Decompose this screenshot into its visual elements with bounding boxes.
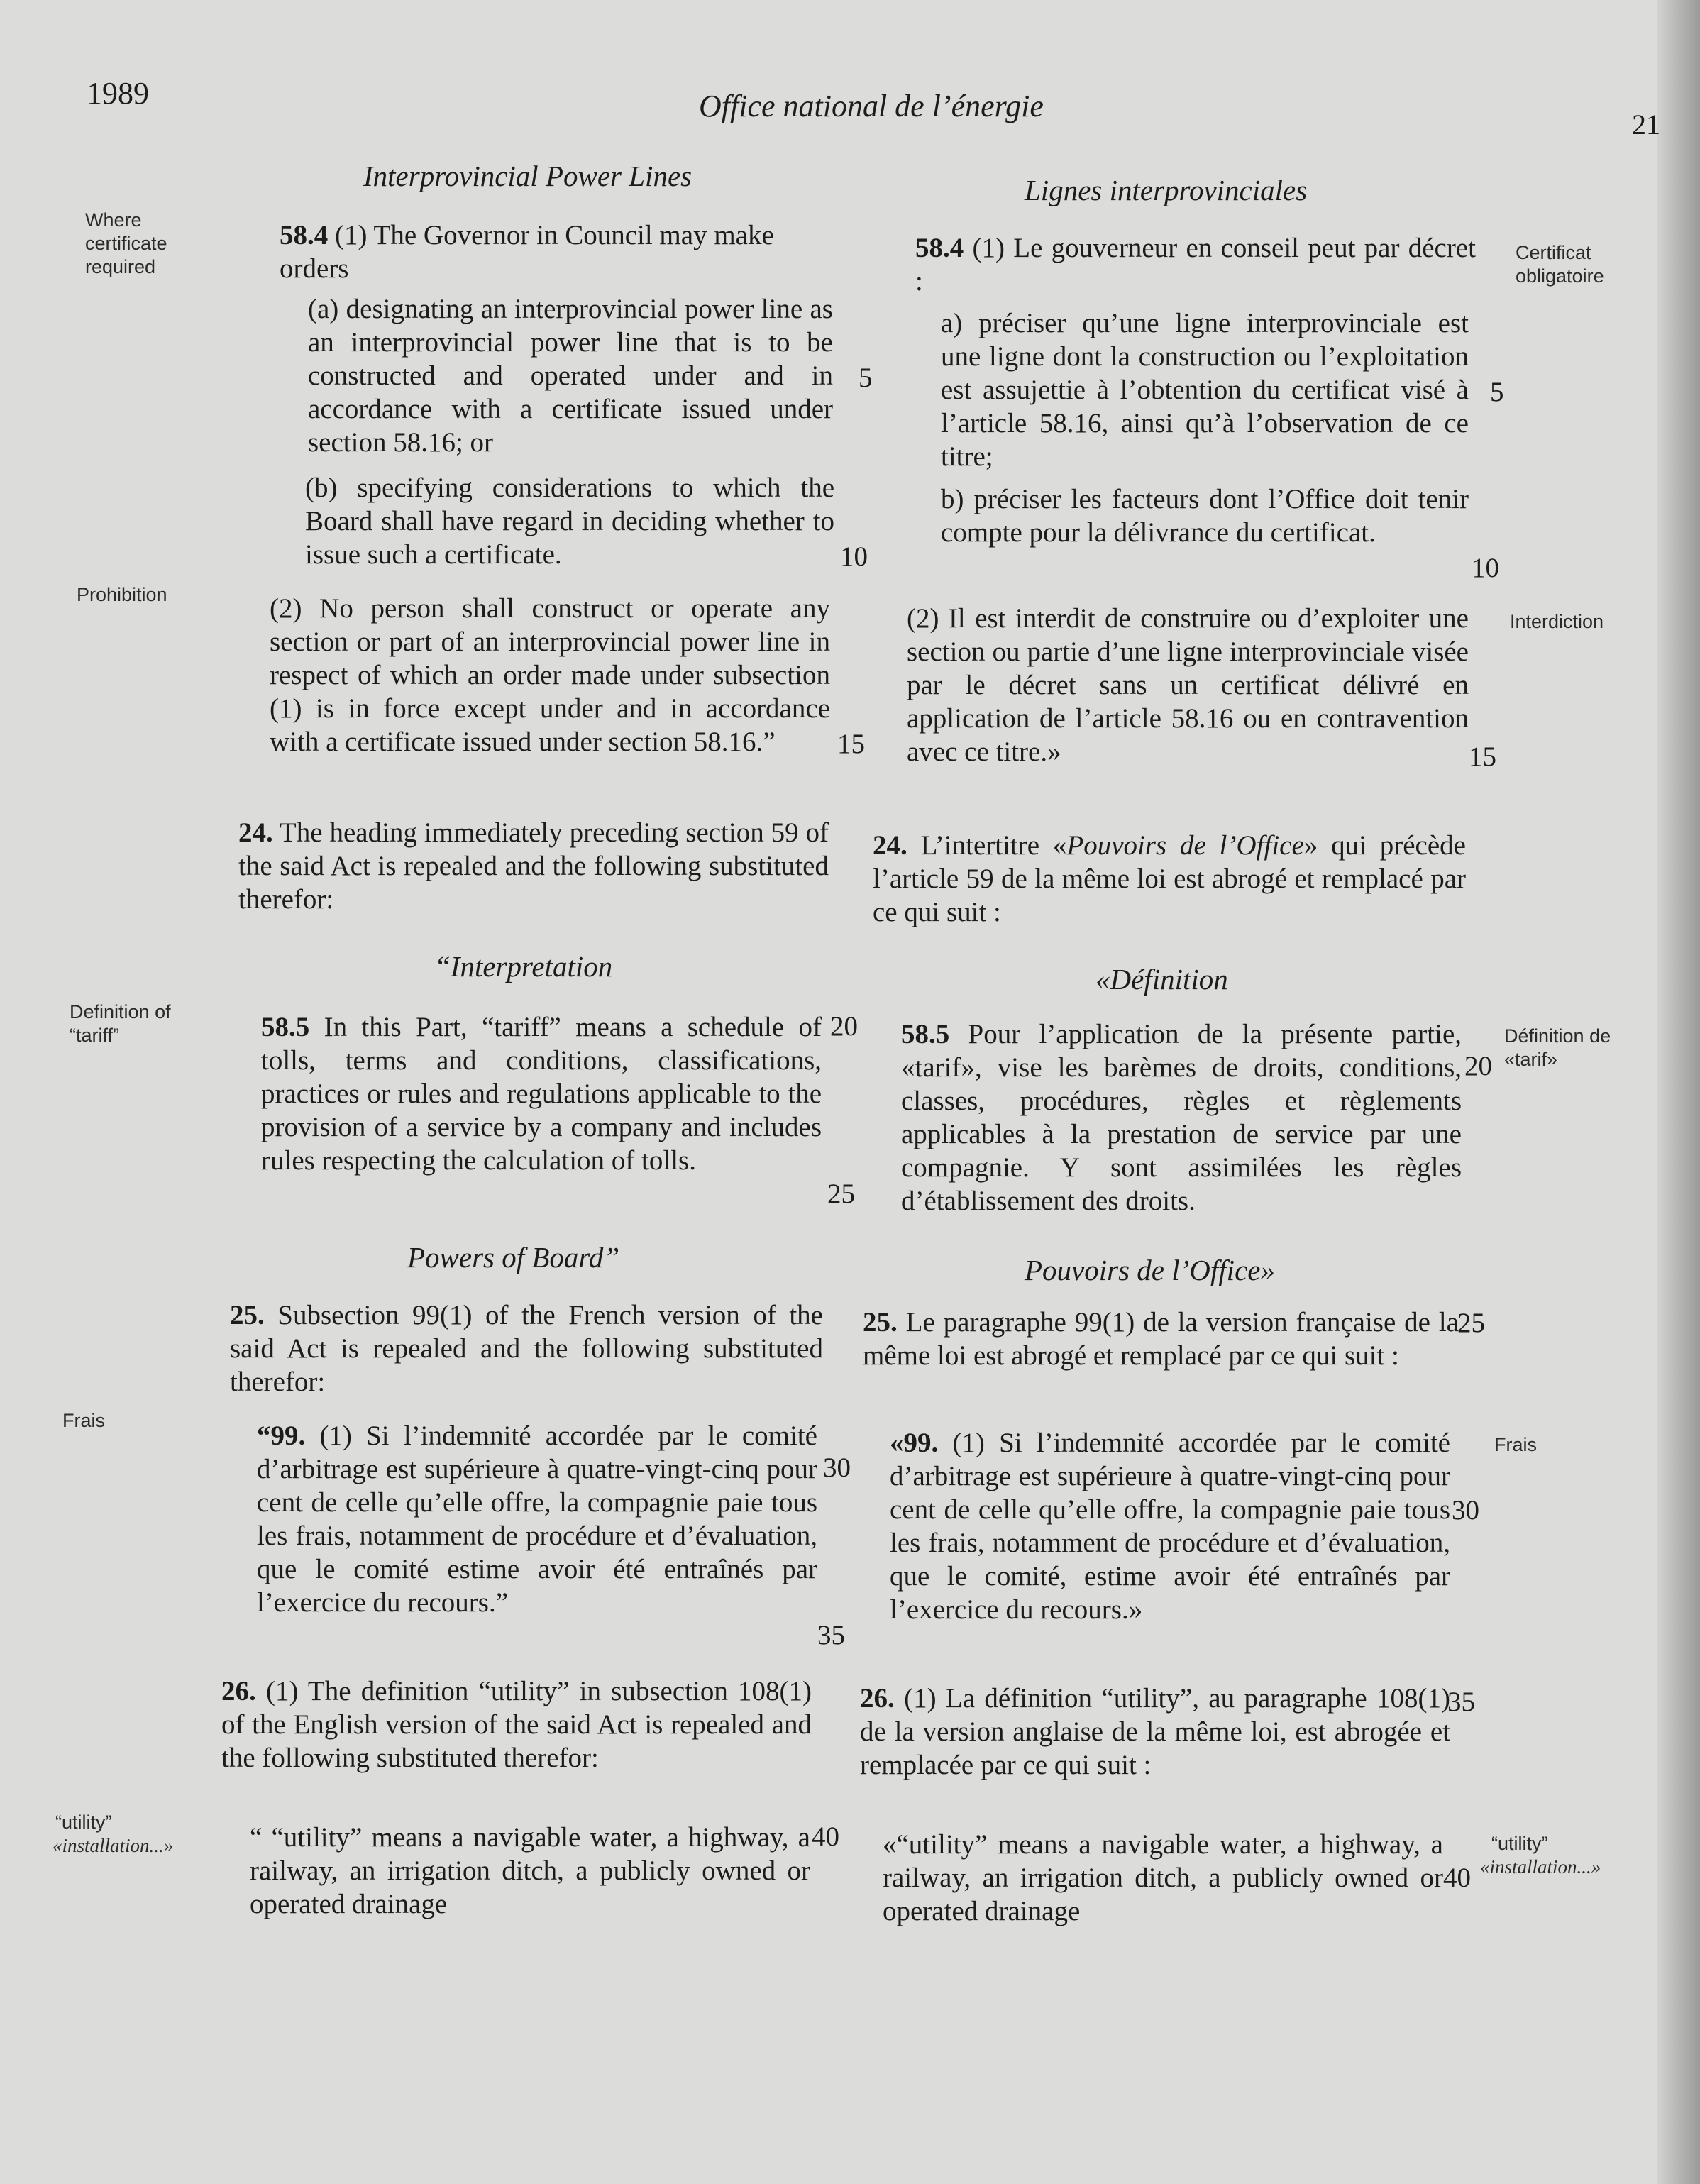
- line-number: 30: [823, 1452, 851, 1483]
- line-number: 20: [1464, 1051, 1492, 1081]
- en-section-58-4-b: (b) specifying considerations to which the Board shall have regard in deciding whether to issue such a certificate.: [305, 473, 834, 570]
- running-title: Office national de l’énergie: [699, 89, 1044, 123]
- line-number: 30: [1452, 1495, 1479, 1526]
- margin-note-utility-left: “utility” «installation...»: [53, 1811, 174, 1856]
- line-number: 10: [1472, 553, 1499, 583]
- margin-note-definition-tariff: Definition of “tariff”: [70, 1001, 171, 1046]
- line-number: 5: [859, 363, 873, 393]
- fr-section-58-4-2: (2) Il est interdit de construire ou d’exploiter une section ou partie d’une ligne interprovinciale visée par le décret sans un certificat délivré en application de l’article 58.16 ou en contravention avec ce titre.»: [907, 603, 1469, 767]
- line-number: 10: [840, 541, 868, 572]
- line-number: 40: [812, 1821, 839, 1852]
- margin-note-prohibition: Prohibition: [77, 584, 167, 605]
- line-number: 5: [1490, 377, 1504, 407]
- fr-section-58-4-a: a) préciser qu’une ligne interprovinciale est une ligne dont la construction ou l’exploitation est assujettie à l’obtention du certificat visé à l’article 58.16, ainsi qu’à l’observation de ce titre;: [941, 308, 1469, 472]
- fr-section-58-4-1: 58.4 (1) Le gouverneur en conseil peut par décret :: [915, 233, 1476, 297]
- line-number: 35: [1447, 1687, 1475, 1717]
- margin-note-definition-tarif: Définition de «tarif»: [1504, 1025, 1611, 1070]
- en-section-58-5: 58.5 In this Part, “tariff” means a schedule of tolls, terms and conditions, classifications, practices or rules and regulations applicable to the provision of a service by a company and includes rules respecting the calculation of tolls.: [261, 1012, 822, 1176]
- heading-definition: «Définition: [1095, 963, 1228, 996]
- fr-utility-definition: «“utility” means a navigable water, a highway, a railway, an irrigation ditch, a publicly owned or operated drainage: [883, 1829, 1443, 1926]
- en-section-25: 25. Subsection 99(1) of the French version of the said Act is repealed and the following substituted therefor:: [230, 1300, 823, 1397]
- line-number: 15: [1469, 741, 1496, 772]
- en-section-99-1: “99. (1) Si l’indemnité accordée par le comité d’arbitrage est supérieure à quatre-vingt-cinq pour cent de celle qu’elle offre, la compagnie paie tous les frais, notamment de procédure et d’évaluation, que le comité estime avoir été entraînés par l’exercice du recours.”: [257, 1421, 817, 1618]
- heading-powers-of-board: Powers of Board”: [407, 1241, 620, 1274]
- fr-section-25: 25. Le paragraphe 99(1) de la version française de la même loi est abrogé et remplacé par ce qui suit :: [863, 1307, 1459, 1371]
- en-section-58-4-2: (2) No person shall construct or operate any section or part of an interprovincial power line in respect of which an order made under subsection (1) is in force except under and in accordance with a certificate issued under section 58.16.”: [270, 593, 830, 757]
- fr-section-58-5: 58.5 Pour l’application de la présente partie, «tarif», vise les barèmes de droits, conditions, classes, procédures, règles et règlements applicables à la prestation de service par une compagnie. Y sont assimilées les règles d’établissement des droits.: [901, 1019, 1462, 1216]
- heading-lignes-interprovinciales: Lignes interprovinciales: [1025, 174, 1308, 206]
- en-section-24: 24. The heading immediately preceding section 59 of the said Act is repealed and the following substituted therefor:: [238, 817, 829, 915]
- en-section-58-4-1: 58.4 (1) The Governor in Council may make orders: [280, 220, 774, 284]
- en-section-58-4-a: (a) designating an interprovincial power line as an interprovincial power line that is to be constructed and operated under and in accordance with a certificate issued under section 58.16; or: [308, 294, 833, 458]
- margin-note-frais-left: Frais: [62, 1410, 105, 1431]
- line-number: 40: [1443, 1863, 1471, 1893]
- margin-note-utility-right: “utility” «installation...»: [1480, 1833, 1601, 1877]
- fr-section-26: 26. (1) La définition “utility”, au paragraphe 108(1) de la version anglaise de la même loi, est abrogée et remplacée par ce qui suit :: [860, 1683, 1450, 1780]
- year: 1989: [87, 76, 149, 111]
- line-number: 35: [817, 1620, 845, 1650]
- line-number: 15: [837, 729, 865, 759]
- en-utility-definition: “ “utility” means a navigable water, a highway, a railway, an irrigation ditch, a publicly owned or operated drainage: [250, 1822, 810, 1919]
- heading-interprovincial-power-lines: Interprovincial Power Lines: [363, 160, 692, 192]
- fr-section-24: 24. L’intertitre «Pouvoirs de l’Office» qui précède l’article 59 de la même loi est abrogé et remplacé par ce qui suit :: [873, 830, 1466, 927]
- page-number: 21: [1632, 109, 1660, 140]
- fr-section-99-1: «99. (1) Si l’indemnité accordée par le comité d’arbitrage est supérieure à quatre-vingt-cinq pour cent de celle qu’elle offre, la compagnie paie tous les frais, notamment de procédure et d’évaluation, que le comité, estime avoir été entraînés par l’exercice du recours.»: [890, 1428, 1450, 1625]
- margin-note-interdiction: Interdiction: [1510, 611, 1604, 632]
- margin-note-frais-right: Frais: [1494, 1434, 1537, 1455]
- margin-note-where-certificate: Where certificate required: [85, 209, 167, 277]
- heading-pouvoirs-de-l-office: Pouvoirs de l’Office»: [1025, 1254, 1275, 1286]
- fr-section-58-4-b: b) préciser les facteurs dont l’Office doit tenir compte pour la délivrance du certificat.: [941, 484, 1469, 548]
- line-number: 20: [830, 1011, 858, 1042]
- margin-note-certificat-obligatoire: Certificat obligatoire: [1516, 242, 1604, 287]
- line-number: 25: [1457, 1308, 1485, 1338]
- page-edge-shadow: [1657, 0, 1700, 2184]
- heading-interpretation: “Interpretation: [434, 950, 613, 983]
- en-section-26: 26. (1) The definition “utility” in subsection 108(1) of the English version of the said Act is repealed and the following substituted therefor:: [221, 1676, 812, 1773]
- line-number: 25: [827, 1179, 855, 1209]
